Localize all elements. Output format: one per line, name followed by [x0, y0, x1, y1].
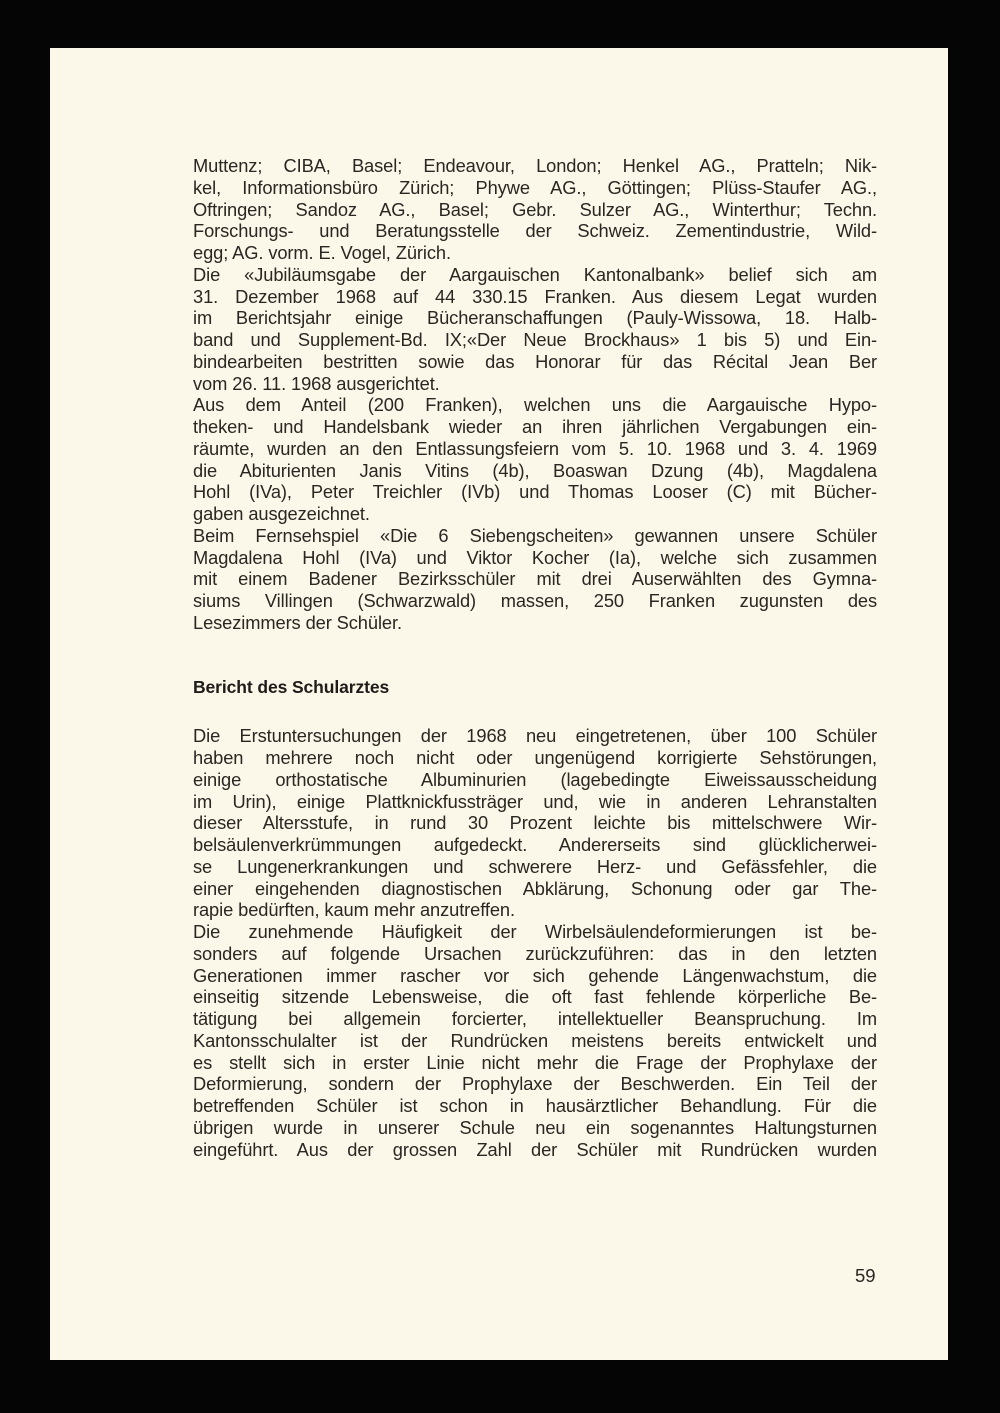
page-number: 59: [855, 1265, 876, 1286]
text-line: Die Erstuntersuchungen der 1968 neu eingetretenen, über 100 Schüler: [193, 725, 877, 747]
text-line: rapie bedürften, kaum mehr anzutreffen.: [193, 899, 515, 921]
text-line: einseitig sitzende Lebensweise, die oft fast fehlende körperliche Be-: [193, 986, 877, 1008]
document-page: [50, 48, 948, 1360]
section-donations: [193, 155, 877, 634]
text-line: kel, Informationsbüro Zürich; Phywe AG., Göttingen; Plüss-Staufer AG.,: [193, 176, 877, 198]
text-line: band und Supplement-Bd. IX;«Der Neue Brockhaus» 1 bis 5) und Ein-: [193, 329, 877, 350]
text-line: Lesezimmers der Schüler.: [193, 611, 402, 633]
text-line: sonders auf folgende Ursachen zurückzuführen: das in den letzten: [193, 942, 877, 964]
text-line: einer eingehenden diagnostischen Abklärung, Schonung oder gar The-: [193, 877, 877, 899]
paragraph: [193, 525, 877, 634]
text-line: belsäulenverkrümmungen aufgedeckt. Andererseits sind glücklicherwei-: [193, 834, 877, 855]
text-line: Hohl (IVa), Peter Treichler (IVb) und Thomas Looser (C) mit Bücher-: [193, 481, 877, 503]
text-line: im Urin), einige Plattknickfussträger und, wie in anderen Lehranstalten: [193, 790, 877, 812]
text-line: betreffenden Schüler ist schon in hausärztlicher Behandlung. Für die: [193, 1095, 877, 1116]
text-line: Generationen immer rascher vor sich gehende Längenwachstum, die: [193, 964, 877, 986]
text-line: im Berichtsjahr einige Bücheranschaffungen (Pauly-Wissowa, 18. Halb-: [193, 307, 877, 329]
text-line: egg; AG. vorm. E. Vogel, Zürich.: [193, 242, 451, 263]
text-line: Die «Jubiläumsgabe der Aargauischen Kantonalbank» belief sich am: [193, 263, 877, 285]
paragraph: [193, 921, 877, 1160]
text-line: tätigung bei allgemein forcierter, intellektueller Beanspruchung. Im: [193, 1008, 877, 1029]
text-line: siums Villingen (Schwarzwald) massen, 250 Franken zugunsten des: [193, 590, 877, 611]
text-line: die Abiturienten Janis Vitins (4b), Boaswan Dzung (4b), Magdalena: [193, 459, 877, 481]
text-line: theken- und Handelsbank wieder an ihren jährlichen Vergabungen ein-: [193, 416, 877, 437]
section-heading: Bericht des Schularztes: [193, 676, 390, 697]
section-school-doctor-report: [193, 725, 877, 1160]
text-line: bindearbeiten bestritten sowie das Honorar für das Récital Jean Ber: [193, 350, 877, 372]
text-line: Die zunehmende Häufigkeit der Wirbelsäulendeformierungen ist be-: [193, 921, 877, 942]
text-line: Beim Fernsehspiel «Die 6 Siebengscheiten» gewannen unsere Schüler: [193, 524, 877, 546]
paragraph: [193, 264, 877, 395]
text-line: es stellt sich in erster Linie nicht mehr die Frage der Prophylaxe der: [193, 1051, 877, 1073]
text-line: mit einem Badener Bezirksschüler mit drei Auserwählten des Gymna-: [193, 568, 877, 590]
text-line: se Lungenerkrankungen und schwerere Herz- und Gefässfehler, die: [193, 855, 877, 877]
text-line: haben mehrere noch nicht oder ungenügend korrigierte Sehstörungen,: [193, 747, 877, 768]
text-line: Kantonsschulalter ist der Rundrücken meistens bereits entwickelt und: [193, 1029, 877, 1051]
text-line: eingeführt. Aus der grossen Zahl der Schüler mit Rundrücken wurden: [193, 1138, 877, 1160]
paragraph: [193, 725, 877, 921]
text-line: Oftringen; Sandoz AG., Basel; Gebr. Sulzer AG., Winterthur; Techn.: [193, 198, 877, 220]
text-line: Forschungs- und Beratungsstelle der Schweiz. Zementindustrie, Wild-: [193, 220, 877, 242]
paragraph: [193, 394, 877, 525]
body-text: [193, 155, 877, 1160]
text-line: gaben ausgezeichnet.: [193, 503, 370, 524]
text-line: räumte, wurden an den Entlassungsfeiern vom 5. 10. 1968 und 3. 4. 1969: [193, 437, 877, 459]
text-line: Muttenz; CIBA, Basel; Endeavour, London; Henkel AG., Pratteln; Nik-: [193, 155, 877, 176]
text-line: Aus dem Anteil (200 Franken), welchen uns die Aargauische Hypo-: [193, 394, 877, 416]
text-line: vom 26. 11. 1968 ausgerichtet.: [193, 372, 440, 394]
text-line: dieser Altersstufe, in rund 30 Prozent leichte bis mittelschwere Wir-: [193, 812, 877, 834]
text-line: einige orthostatische Albuminurien (lagebedingte Eiweissausscheidung: [193, 768, 877, 790]
text-line: 31. Dezember 1968 auf 44 330.15 Franken. Aus diesem Legat wurden: [193, 285, 877, 307]
paragraph: [193, 155, 877, 264]
text-line: Deformierung, sondern der Prophylaxe der Beschwerden. Ein Teil der: [193, 1073, 877, 1095]
text-line: Magdalena Hohl (IVa) und Viktor Kocher (Ia), welche sich zusammen: [193, 546, 877, 568]
text-line: übrigen wurde in unserer Schule neu ein sogenanntes Haltungsturnen: [193, 1116, 877, 1138]
